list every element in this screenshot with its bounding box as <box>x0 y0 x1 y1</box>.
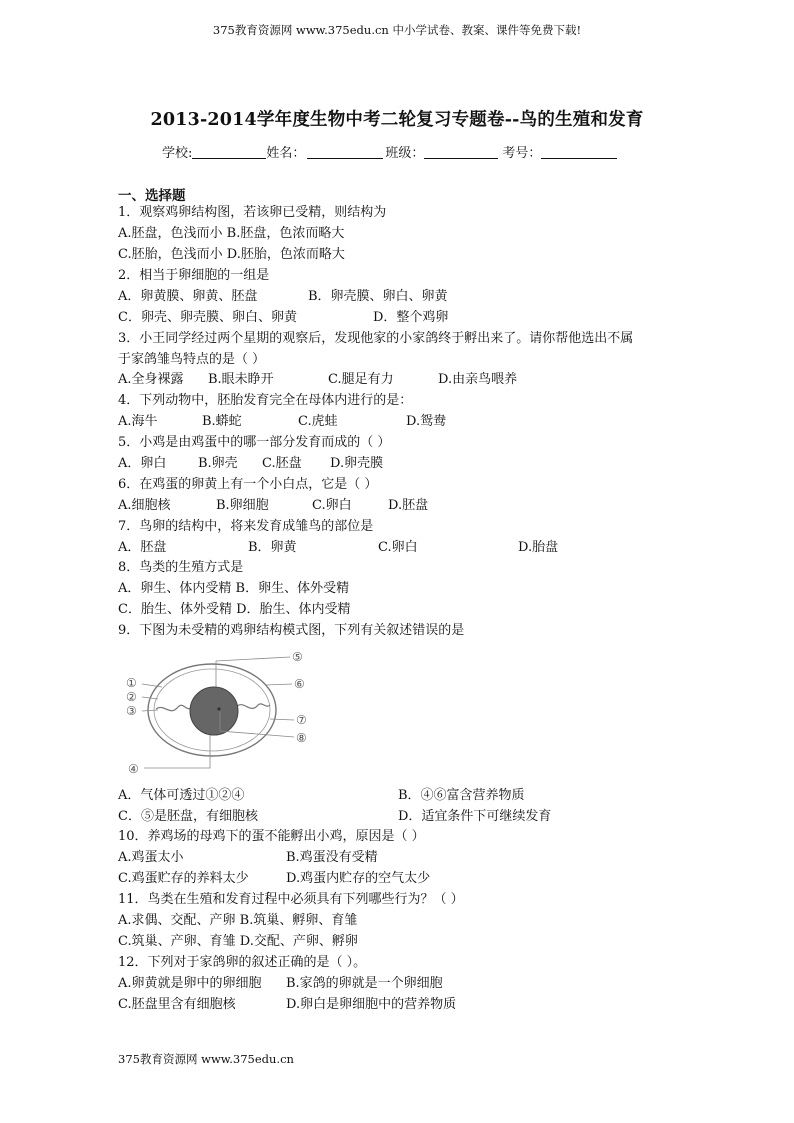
diagram-label-8: ⑧ <box>296 731 307 745</box>
q10-option-a: A.鸡蛋太小 <box>118 850 184 865</box>
diagram-label-6: ⑥ <box>294 677 305 691</box>
q2-option-a: A．卵黄膜、卵黄、胚盘 <box>118 289 258 304</box>
egg-yolk <box>190 687 238 735</box>
q12-option-b: B.家鸽的卵就是一个卵细胞 <box>286 976 443 991</box>
q12-option-c: C.胚盘里含有细胞核 <box>118 997 236 1012</box>
q5-option-b: B.卵壳 <box>198 456 238 471</box>
diagram-label-4: ④ <box>128 762 139 776</box>
q10-option-d: D.鸡蛋内贮存的空气太少 <box>286 871 431 886</box>
q8-options-cd: C．胎生、体外受精 D．胎生、体内受精 <box>118 602 351 617</box>
q7-option-d: D.胎盘 <box>518 540 559 555</box>
question-8: 8．鸟类的生殖方式是 <box>118 560 244 575</box>
q4-option-b: B.蟒蛇 <box>202 414 242 429</box>
page-footer: 375教育资源网 www.375edu.cn <box>118 1052 294 1066</box>
q3-option-a: A.全身裸露 <box>118 372 184 387</box>
diagram-label-7: ⑦ <box>296 713 307 727</box>
question-2: 2．相当于卵细胞的一组是 <box>118 268 270 283</box>
q12-options-ab <box>118 975 678 993</box>
q4-option-a: A.海牛 <box>118 414 158 429</box>
q7-option-c: C.卵白 <box>378 540 418 555</box>
question-11: 11．鸟类在生殖和发育过程中必须具有下列哪些行为？（ ） <box>118 892 464 907</box>
question-6: 6．在鸡蛋的卵黄上有一个小白点，它是（ ） <box>118 477 378 492</box>
question-7: 7．鸟卵的结构中，将来发育成雏鸟的部位是 <box>118 519 374 534</box>
name-blank <box>307 145 383 159</box>
egg-structure-diagram <box>120 647 310 777</box>
q9-option-b: B．④⑥富含营养物质 <box>398 788 525 803</box>
q7-option-a: A．胚盘 <box>118 540 167 555</box>
q12-options-cd <box>118 996 678 1014</box>
q10-options-cd <box>118 870 678 888</box>
student-info <box>162 142 617 161</box>
question-10: 10．养鸡场的母鸡下的蛋不能孵出小鸡，原因是（ ） <box>118 829 425 844</box>
q2-options-cd <box>118 309 678 327</box>
question-1: 1．观察鸡卵结构图，若该卵已受精，则结构为 <box>118 205 387 220</box>
question-3-line-1: 3．小王同学经过两个星期的观察后，发现他家的小家鸽终于孵出来了。请你帮他选出不属 <box>118 331 634 346</box>
question-5: 5．小鸡是由鸡蛋中的哪一部分发育而成的（ ） <box>118 435 391 450</box>
exam-no-label: 考号： <box>502 146 542 161</box>
q11-options-ab: A.求偶、交配、产卵 B.筑巢、孵卵、育雏 <box>118 913 358 928</box>
q2-options-ab <box>118 288 678 306</box>
q12-option-a: A.卵黄就是卵中的卵细胞 <box>118 976 262 991</box>
q10-option-c: C.鸡蛋贮存的养料太少 <box>118 871 249 886</box>
q4-option-c: C.虎蛙 <box>298 414 338 429</box>
q12-option-d: D.卵白是卵细胞中的营养物质 <box>286 997 457 1012</box>
chalaza-left <box>156 705 192 710</box>
question-4: 4．下列动物中，胚胎发育完全在母体内进行的是： <box>118 393 413 408</box>
q2-option-d: D．整个鸡卵 <box>373 310 449 325</box>
school-label: 学校: <box>162 146 193 161</box>
q5-option-c: C.胚盘 <box>262 456 302 471</box>
name-label: 姓名： <box>266 146 306 161</box>
q9-option-d: D．适宜条件下可继续发育 <box>398 809 552 824</box>
question-3-line-2: 于家鸽雏鸟特点的是（ ） <box>118 352 266 367</box>
question-9: 9．下图为未受精的鸡卵结构模式图，下列有关叙述错误的是 <box>118 623 465 638</box>
diagram-label-5: ⑤ <box>292 650 303 664</box>
q6-option-b: B.卵细胞 <box>216 498 269 513</box>
q6-options <box>118 497 678 515</box>
q6-option-d: D.胚盘 <box>388 498 429 513</box>
question-12: 12．下列对于家鸽卵的叙述正确的是（ ）。 <box>118 955 367 970</box>
q3-option-d: D.由亲鸟喂养 <box>438 372 518 387</box>
diagram-label-1: ① <box>126 676 137 690</box>
q7-option-b: B．卵黄 <box>248 540 297 555</box>
class-blank <box>424 145 498 159</box>
q2-option-c: C．卵壳、卵壳膜、卵白、卵黄 <box>118 310 297 325</box>
q7-options <box>118 539 678 557</box>
q9-option-c: C．⑤是胚盘，有细胞核 <box>118 809 258 824</box>
q6-option-a: A.细胞核 <box>118 498 171 513</box>
q3-option-c: C.腿足有力 <box>328 372 394 387</box>
page-header: 375教育资源网 www.375edu.cn 中小学试卷、教案、课件等免费下载! <box>212 23 582 37</box>
chalaza-right <box>236 704 270 709</box>
q6-option-c: C.卵白 <box>312 498 352 513</box>
q3-option-b: B.眼未睁开 <box>208 372 274 387</box>
q5-option-d: D.卵壳膜 <box>330 456 384 471</box>
q5-options <box>118 455 678 473</box>
q9-options-ab <box>118 787 678 805</box>
diagram-label-2: ② <box>126 690 137 704</box>
q2-option-b: B．卵壳膜、卵白、卵黄 <box>308 289 448 304</box>
q4-options <box>118 413 678 431</box>
school-blank <box>192 145 266 159</box>
q10-options-ab <box>118 849 678 867</box>
q11-options-cd: C.筑巢、产卵、育雏 D.交配、产卵、孵卵 <box>118 934 358 949</box>
diagram-label-3: ③ <box>126 704 137 718</box>
q1-options-ab: A.胚盘，色浅而小 B.胚盘，色浓而略大 <box>118 226 345 241</box>
exam-no-blank <box>541 145 617 159</box>
page-title: 2013-2014学年度生物中考二轮复习专题卷--鸟的生殖和发育 <box>150 110 644 130</box>
q9-option-a: A．气体可透过①②④ <box>118 788 245 803</box>
q9-options-cd <box>118 808 678 826</box>
section-heading: 一、选择题 <box>118 188 186 204</box>
class-label: 班级： <box>385 146 425 161</box>
q5-option-a: A．卵白 <box>118 456 167 471</box>
q1-options-cd: C.胚胎，色浅而小 D.胚胎，色浓而略大 <box>118 247 345 262</box>
q10-option-b: B.鸡蛋没有受精 <box>286 850 378 865</box>
q3-options <box>118 371 678 389</box>
q8-options-ab: A．卵生、体内受精 B．卵生、体外受精 <box>118 581 350 596</box>
q4-option-d: D.鸳鸯 <box>406 414 447 429</box>
germinal-disc <box>217 707 220 710</box>
